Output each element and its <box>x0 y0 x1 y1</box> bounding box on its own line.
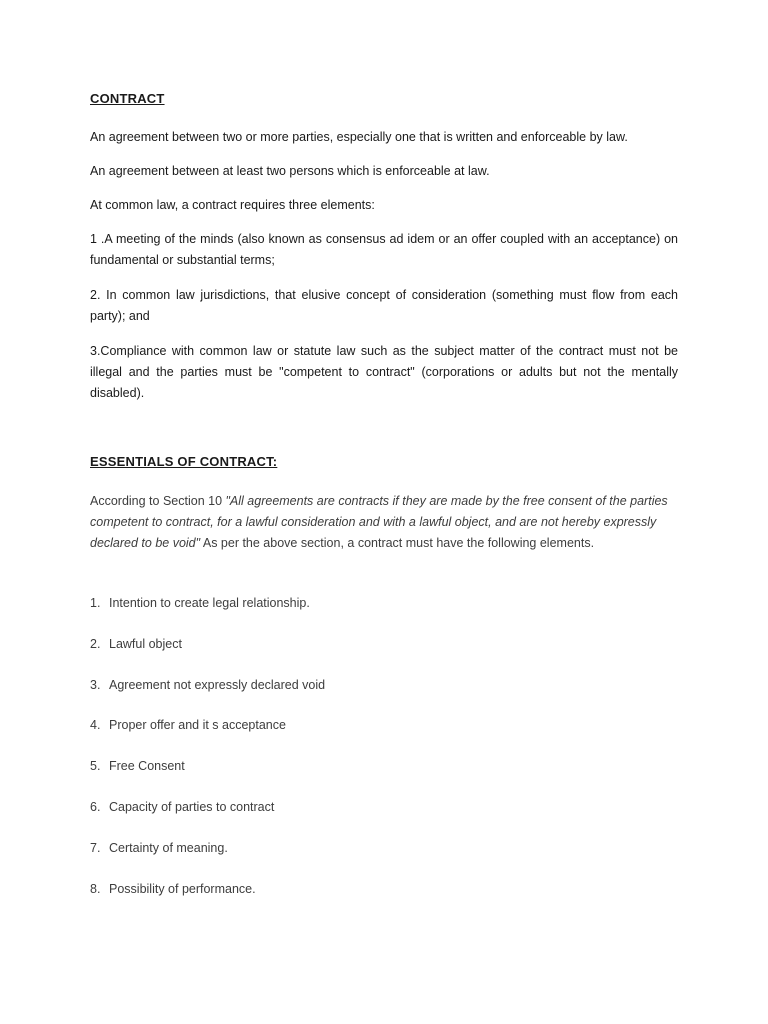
list-item-text: Proper offer and it s acceptance <box>109 718 286 733</box>
list-item-number: 3. <box>90 677 101 692</box>
list-item-text: Capacity of parties to contract <box>109 799 275 814</box>
list-item-text: Free Consent <box>109 759 185 774</box>
list-item-number: 7. <box>90 840 101 855</box>
element-paragraph-3: 3.Compliance with common law or statute law such as the subject matter of the contract must not be illegal and the parties must be "competent to contract" (corporations or adults but not the mentally disabled). <box>90 344 678 400</box>
section-title-contract: CONTRACT <box>90 91 165 106</box>
list-item <box>90 636 325 677</box>
list-item-number: 4. <box>90 718 101 733</box>
definition-paragraph-2: An agreement between at least two persons which is enforceable at law. <box>90 164 490 178</box>
section10-suffix: As per the above section, a contract must have the following elements. <box>200 536 595 550</box>
section-title-essentials: ESSENTIALS OF CONTRACT: <box>90 454 278 469</box>
list-item <box>90 881 325 922</box>
list-item-number: 1. <box>90 596 101 610</box>
list-item <box>90 595 325 636</box>
list-item-text: Lawful object <box>109 636 182 651</box>
list-item-number: 2. <box>90 636 101 651</box>
list-item-text: Agreement not expressly declared void <box>109 677 326 692</box>
list-item <box>90 677 325 718</box>
elements-intro-paragraph: At common law, a contract requires three elements: <box>90 198 375 212</box>
list-item-text: Certainty of meaning. <box>109 840 228 855</box>
element-paragraph-1: 1 .A meeting of the minds (also known as consensus ad idem or an offer coupled with an acceptance) on fundamental or substantial terms; <box>90 232 678 267</box>
list-item <box>90 758 325 799</box>
list-item-number: 5. <box>90 759 101 774</box>
section10-prefix: According to Section 10 <box>90 494 226 508</box>
essentials-list <box>90 595 325 921</box>
list-item-text: Possibility of performance. <box>109 881 256 896</box>
definition-paragraph-1: An agreement between two or more parties, especially one that is written and enforceable by law. <box>90 130 628 144</box>
list-item-number: 8. <box>90 881 101 896</box>
list-item <box>90 840 325 881</box>
list-item-number: 6. <box>90 799 101 814</box>
section10-quote: "All agreements are contracts if they are made by the free consent of the parties competent to contract, for a lawful consideration and with a lawful object, and are not hereby expressly declared to be void" <box>90 494 668 550</box>
list-item-text: Intention to create legal relationship. <box>109 596 310 610</box>
element-paragraph-2: 2. In common law jurisdictions, that elusive concept of consideration (something must flow from each party); and <box>90 288 678 323</box>
section10-paragraph <box>90 491 678 554</box>
list-item <box>90 717 325 758</box>
list-item <box>90 799 325 840</box>
